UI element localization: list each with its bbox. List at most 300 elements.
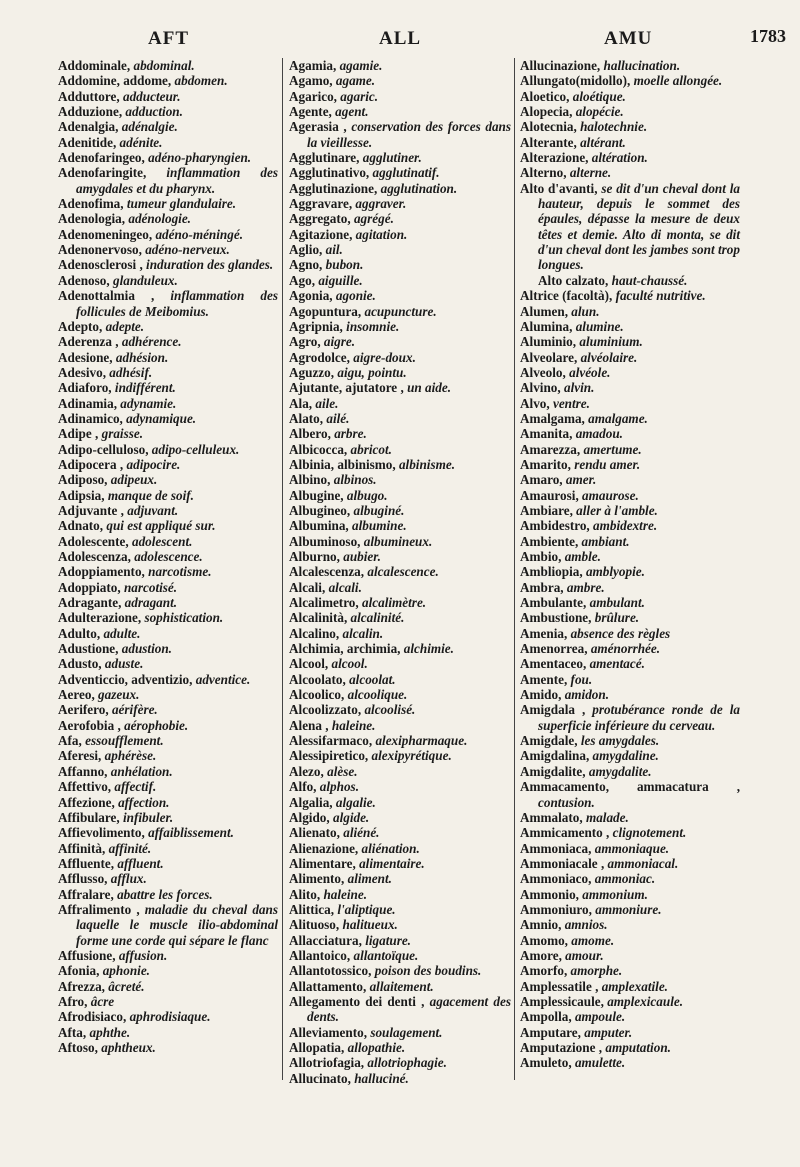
dictionary-entry [289,365,511,380]
entry-headword: Affusione, [58,947,116,963]
entry-headword: Aftoso, [58,1040,98,1055]
entry-headword: Amorfo, [520,963,568,979]
dictionary-entry [289,1055,511,1070]
dictionary-entry [289,411,511,426]
entry-headword: Amaro, [520,472,563,488]
entry-translation: aliéné. [343,825,380,841]
entry-headword: Allotriofagia, [289,1055,365,1071]
entry-headword: Albuminoso, [289,533,361,549]
entry-headword: Alcool, [289,656,329,672]
dictionary-entry [520,119,740,134]
dictionary-entry [58,58,278,73]
dictionary-entry [58,165,278,196]
dictionary-entry [289,150,511,165]
entry-headword: Ammoniaco, [520,871,592,887]
entry-headword: Amalgama, [520,410,585,426]
dictionary-entry [289,764,511,779]
entry-headword: Afta, [58,1024,87,1040]
entry-translation: alexipharmaque. [375,733,468,749]
dictionary-entry [520,380,740,395]
entry-headword: Afrodisiaco, [58,1009,127,1025]
entry-headword: Agro, [289,334,321,350]
dictionary-entry [58,73,278,88]
entry-headword: Ammoniaca, [520,840,592,856]
entry-headword: Ambulante, [520,595,587,611]
dictionary-entry [58,549,278,564]
guide-word-right: AMU [604,28,653,49]
dictionary-entry [289,702,511,717]
entry-translation: adynamique. [126,410,197,426]
entry-translation: halitueux. [342,917,398,933]
entry-headword: Adiposo, [58,472,108,488]
entry-translation: affectif. [114,779,157,795]
entry-headword: Alveolo, [520,364,566,380]
entry-headword: Amigdalina, [520,748,590,764]
dictionary-entry [289,1040,511,1055]
entry-headword: Ammacamento, ammacatura , [520,779,740,795]
dictionary-entry [289,1025,511,1040]
entry-translation: induration des glandes. [146,257,274,273]
entry-headword: Altrice (facoltà), [520,288,613,304]
dictionary-entry [289,442,511,457]
dictionary-entry [58,227,278,242]
entry-translation: alvin. [563,380,595,396]
dictionary-entry [58,319,278,334]
entry-translation: amygdalite. [588,763,652,779]
entry-headword: Ammonio, [520,886,579,902]
entry-translation: amplexatile. [601,978,668,994]
entry-translation: agitation. [355,226,408,242]
dictionary-entry [520,457,740,472]
dictionary-entry [58,89,278,104]
entry-translation: halluciné. [354,1070,409,1086]
entry-translation: albinisme. [398,456,455,472]
entry-translation: affection. [118,794,170,810]
entry-headword: Adenologia, [58,211,126,227]
entry-translation: adéno-méningé. [155,226,244,242]
entry-translation: alcali. [328,579,362,595]
entry-headword: Alto calzato, [538,272,609,288]
dictionary-entry [520,779,740,810]
entry-headword: Adesivo, [58,364,106,380]
entry-headword: Ammalato, [520,809,583,825]
entry-translation: agglutiner. [362,150,422,166]
entry-translation: altérant. [580,134,626,150]
entry-headword: Aerofobia , [58,717,121,733]
page-number: 1783 [750,26,786,46]
entry-translation: amnios. [564,917,608,933]
dictionary-entry [58,748,278,763]
entry-headword: Adduttore, [58,88,120,104]
entry-translation: adipo-celluleux. [151,441,240,457]
dictionary-entry [289,104,511,119]
dictionary-entry [58,503,278,518]
entry-headword: Alienato, [289,825,340,841]
dictionary-entry [520,887,740,902]
entry-translation: aérophobie. [124,717,189,733]
guide-word-left: AFT [148,28,189,49]
dictionary-entry [520,1040,740,1055]
entry-translation: alphos. [319,779,359,795]
entry-translation: adduction. [125,104,183,120]
entry-translation: agonie. [335,288,376,304]
entry-translation: allotriophagie. [367,1055,447,1071]
entry-headword: Albino, [289,472,331,488]
entry-translation: amplexicaule. [607,993,684,1009]
entry-translation: aliment. [347,871,392,887]
entry-headword: Amigdale, [520,733,578,749]
entry-translation: ambidextre. [593,518,658,534]
dictionary-entry [58,457,278,472]
entry-headword: Alimento, [289,871,345,887]
entry-headword: Agarico, [289,88,337,104]
entry-headword: Addomine, addome, [58,73,172,89]
dictionary-entry [58,1040,278,1055]
entry-translation: adjuvant. [127,502,179,518]
entry-translation: alopécie. [575,104,624,120]
column-divider [514,58,515,1080]
dictionary-entry [289,979,511,994]
dictionary-entry [289,457,511,472]
dictionary-entry [58,963,278,978]
dictionary-entry [520,595,740,610]
entry-headword: Agamo, [289,73,333,89]
dictionary-entry [520,610,740,625]
entry-headword: Alato, [289,410,324,426]
dictionary-entry [58,871,278,886]
dictionary-entry [58,211,278,226]
entry-translation: les amygdales. [580,733,660,749]
entry-translation: protubérance ronde de la superficie inférieure du cerveau. [538,702,740,733]
entry-headword: Alcalinità, [289,610,348,626]
entry-headword: Alena , [289,717,329,733]
entry-headword: Adiaforo, [58,380,112,396]
entry-headword: Adustione, [58,641,119,657]
entry-translation: alexipyrétique. [371,748,452,764]
dictionary-entry [289,273,511,288]
dictionary-entry [520,702,740,733]
entry-translation: amputer. [584,1024,633,1040]
entry-headword: Ala, [289,395,313,411]
entry-headword: Afa, [58,733,82,749]
entry-headword: Affluente, [58,855,115,871]
dictionary-entry [58,426,278,441]
entry-translation: alcoolisé. [364,702,416,718]
dictionary-entry [289,242,511,257]
entry-translation: adhérence. [121,334,182,350]
dictionary-entry [520,764,740,779]
entry-headword: Ammicamento , [520,825,610,841]
entry-translation: ammoniacal. [607,855,679,871]
entry-translation: insomnie. [346,318,400,334]
entry-headword: Amplessicaule, [520,993,604,1009]
dictionary-entry [58,257,278,272]
entry-headword: Afflusso, [58,871,108,887]
entry-translation: adventice. [195,671,251,687]
dictionary-entry [289,841,511,856]
entry-translation: adepte. [105,318,145,334]
dictionary-entry [58,764,278,779]
entry-translation: ventre. [552,395,590,411]
entry-translation: un aide. [407,380,452,396]
entry-headword: Adenalgia, [58,119,119,135]
dictionary-entry [520,534,740,549]
entry-headword: Adnato, [58,518,104,534]
entry-headword: Amenorrea, [520,641,588,657]
entry-translation: faculté nutritive. [615,288,706,304]
entry-headword: Affanno, [58,763,108,779]
dictionary-entry [58,856,278,871]
entry-headword: Allantoico, [289,947,351,963]
dictionary-entry [520,979,740,994]
entry-translation: haut-chaussé. [611,272,688,288]
entry-translation: ammonium. [582,886,648,902]
entry-headword: Afonia, [58,963,100,979]
entry-headword: Agonia, [289,288,333,304]
dictionary-entry [289,257,511,272]
entry-translation: affinité. [108,840,152,856]
dictionary-entry [520,687,740,702]
entry-translation: amentacé. [589,656,645,672]
entry-translation: haleine. [323,886,368,902]
dictionary-entry [58,442,278,457]
entry-headword: Alfo, [289,779,317,795]
entry-translation: adolescent. [131,533,193,549]
entry-translation: bubon. [325,257,364,273]
dictionary-entry [289,488,511,503]
dictionary-entry [289,902,511,917]
entry-translation: alcoolat. [349,671,396,687]
entry-translation: aller à l'amble. [576,502,658,518]
dictionary-entry [289,181,511,196]
entry-translation: ambiant. [581,533,630,549]
entry-headword: Alvino, [520,380,561,396]
dictionary-entry [520,963,740,978]
entry-headword: Amuleto, [520,1055,572,1071]
entry-translation: amidon. [564,687,610,703]
dictionary-entry [289,718,511,733]
entry-headword: Alterante, [520,134,577,150]
entry-headword: Agitazione, [289,226,353,242]
entry-headword: Amarezza, [520,441,581,457]
entry-translation: adénite. [119,134,163,150]
entry-translation: l'aliptique. [337,901,396,917]
dictionary-entry [520,1025,740,1040]
entry-headword: Amigdalite, [520,763,586,779]
entry-headword: Adusto, [58,656,102,672]
entry-headword: Adenosclerosi , [58,257,143,273]
entry-translation: aérifère. [111,702,158,718]
entry-headword: Afrezza, [58,978,105,994]
entry-translation: allantoïque. [353,947,419,963]
entry-translation: amaurose. [582,487,639,503]
entry-headword: Ambustione, [520,610,592,626]
dictionary-entry [289,748,511,763]
entry-translation: aphrodisiaque. [129,1009,211,1025]
dictionary-entry [289,779,511,794]
entry-headword: Aggregato, [289,211,351,227]
entry-translation: albumine. [352,518,407,534]
entry-translation: inflammation des follicules de Meibomius. [76,288,278,319]
entry-translation: adynamie. [120,395,177,411]
dictionary-entry [289,687,511,702]
entry-translation: alcoolique. [347,687,408,703]
entry-translation: absence des règles [570,625,671,641]
dictionary-entry [520,933,740,948]
entry-translation: ammoniac. [594,871,656,887]
entry-headword: Allopatia, [289,1040,345,1055]
dictionary-entry [58,119,278,134]
entry-translation: alcalin. [342,625,384,641]
dictionary-entry [520,396,740,411]
entry-translation: aphthe. [89,1024,131,1040]
entry-translation: albumineux. [363,533,433,549]
entry-translation: altération. [591,150,648,166]
entry-translation: agglutinatif. [372,165,440,181]
dictionary-entry [58,273,278,288]
entry-translation: ammoniure. [595,901,662,917]
dictionary-entry [289,917,511,932]
dictionary-entry [58,979,278,994]
entry-headword: Affezione, [58,794,115,810]
dictionary-entry [58,733,278,748]
entry-headword: Alotecnia, [520,119,577,135]
dictionary-entry [58,887,278,902]
entry-translation: amalgame. [588,410,648,426]
dictionary-entry [520,841,740,856]
dictionary-entry [520,503,740,518]
dictionary-entry [289,549,511,564]
entry-headword: Adinamia, [58,395,117,411]
entry-headword: Affralimento , [58,901,140,917]
entry-translation: agacement des dents. [307,993,512,1025]
dictionary-entry [58,196,278,211]
entry-translation: alchimie. [403,641,454,657]
dictionary-entry [520,748,740,763]
entry-headword: Amarito, [520,456,571,472]
dictionary-entry [520,350,740,365]
column-2 [289,58,511,1086]
entry-translation: tumeur glandulaire. [126,196,237,212]
entry-headword: Allacciatura, [289,932,362,948]
entry-translation: halotechnie. [580,119,648,135]
entry-translation: haleine. [331,717,376,733]
dictionary-entry [289,89,511,104]
dictionary-entry [58,288,278,319]
entry-translation: adragant. [124,595,178,611]
entry-translation: adducteur. [122,88,181,104]
entry-translation: narcotisé. [123,579,178,595]
dictionary-entry [58,518,278,533]
entry-translation: agglutination. [380,180,458,196]
dictionary-entry [289,656,511,671]
dictionary-entry [58,242,278,257]
entry-headword: Adenonervoso, [58,242,142,258]
dictionary-entry [520,580,740,595]
dictionary-entry [58,104,278,119]
entry-headword: Alessipiretico, [289,748,369,764]
dictionary-entry [58,702,278,717]
entry-translation: graisse. [101,426,144,442]
entry-translation: amputation. [605,1040,671,1055]
column-divider [282,58,283,1080]
dictionary-entry [289,211,511,226]
entry-headword: Agno, [289,257,323,273]
dictionary-entry [289,641,511,656]
entry-headword: Albugine, [289,487,344,503]
entry-translation: ambre. [566,579,605,595]
entry-headword: Amaurosi, [520,487,579,503]
entry-headword: Amputazione , [520,1040,603,1055]
entry-headword: Adduzione, [58,104,123,120]
entry-translation: adustion. [121,641,172,657]
dictionary-entry [520,917,740,932]
dictionary-entry [58,825,278,840]
dictionary-entry [58,656,278,671]
entry-translation: acupuncture. [364,303,437,319]
entry-translation: amour. [565,947,604,963]
entry-translation: albugo. [346,487,388,503]
dictionary-entry [58,595,278,610]
dictionary-entry [289,380,511,395]
entry-headword: Adesione, [58,349,113,365]
dictionary-entry [58,488,278,503]
entry-translation: arbre. [334,426,367,442]
entry-headword: Alleviamento, [289,1024,368,1040]
entry-translation: adéno-nerveux. [145,242,230,258]
dictionary-entry [520,73,740,88]
entry-translation: adhésion. [115,349,169,365]
dictionary-entry [520,411,740,426]
entry-headword: Agripnia, [289,318,343,334]
entry-headword: Alito, [289,886,321,902]
dictionary-entry [58,626,278,641]
entry-translation: algide. [332,809,370,825]
entry-translation: aménorrhée. [590,641,661,657]
entry-translation: amome. [571,932,615,948]
dictionary-entry [58,472,278,487]
dictionary-entry [289,672,511,687]
entry-headword: Allattamento, [289,978,367,994]
entry-translation: inflammation des amygdales et du pharynx. [76,165,278,196]
entry-headword: Amentaceo, [520,656,587,672]
entry-headword: Allantotossico, [289,963,372,979]
dictionary-entry [58,350,278,365]
entry-translation: aloétique. [572,88,626,104]
entry-headword: Adenomeningeo, [58,226,153,242]
entry-headword: Alcoolico, [289,687,345,703]
entry-translation: abdomen. [174,73,228,89]
dictionary-entry [58,135,278,150]
entry-translation: hallucination. [603,58,681,73]
entry-translation: narcotisme. [148,564,212,580]
dictionary-entry [520,426,740,441]
dictionary-entry [520,150,740,165]
dictionary-entry [520,135,740,150]
dictionary-entry [58,948,278,963]
entry-headword: Amanita, [520,426,573,442]
entry-headword: Aereo, [58,687,95,703]
entry-translation: conservation des forces dans la vieillesse. [307,119,512,150]
dictionary-entry [520,1055,740,1070]
dictionary-entry [58,564,278,579]
entry-headword: Adolescente, [58,533,129,549]
entry-translation: amblyopie. [585,564,645,580]
entry-headword: Ambiare, [520,502,573,518]
entry-translation: allopathie. [347,1040,406,1055]
entry-headword: Affibulare, [58,809,120,825]
dictionary-entry [58,718,278,733]
